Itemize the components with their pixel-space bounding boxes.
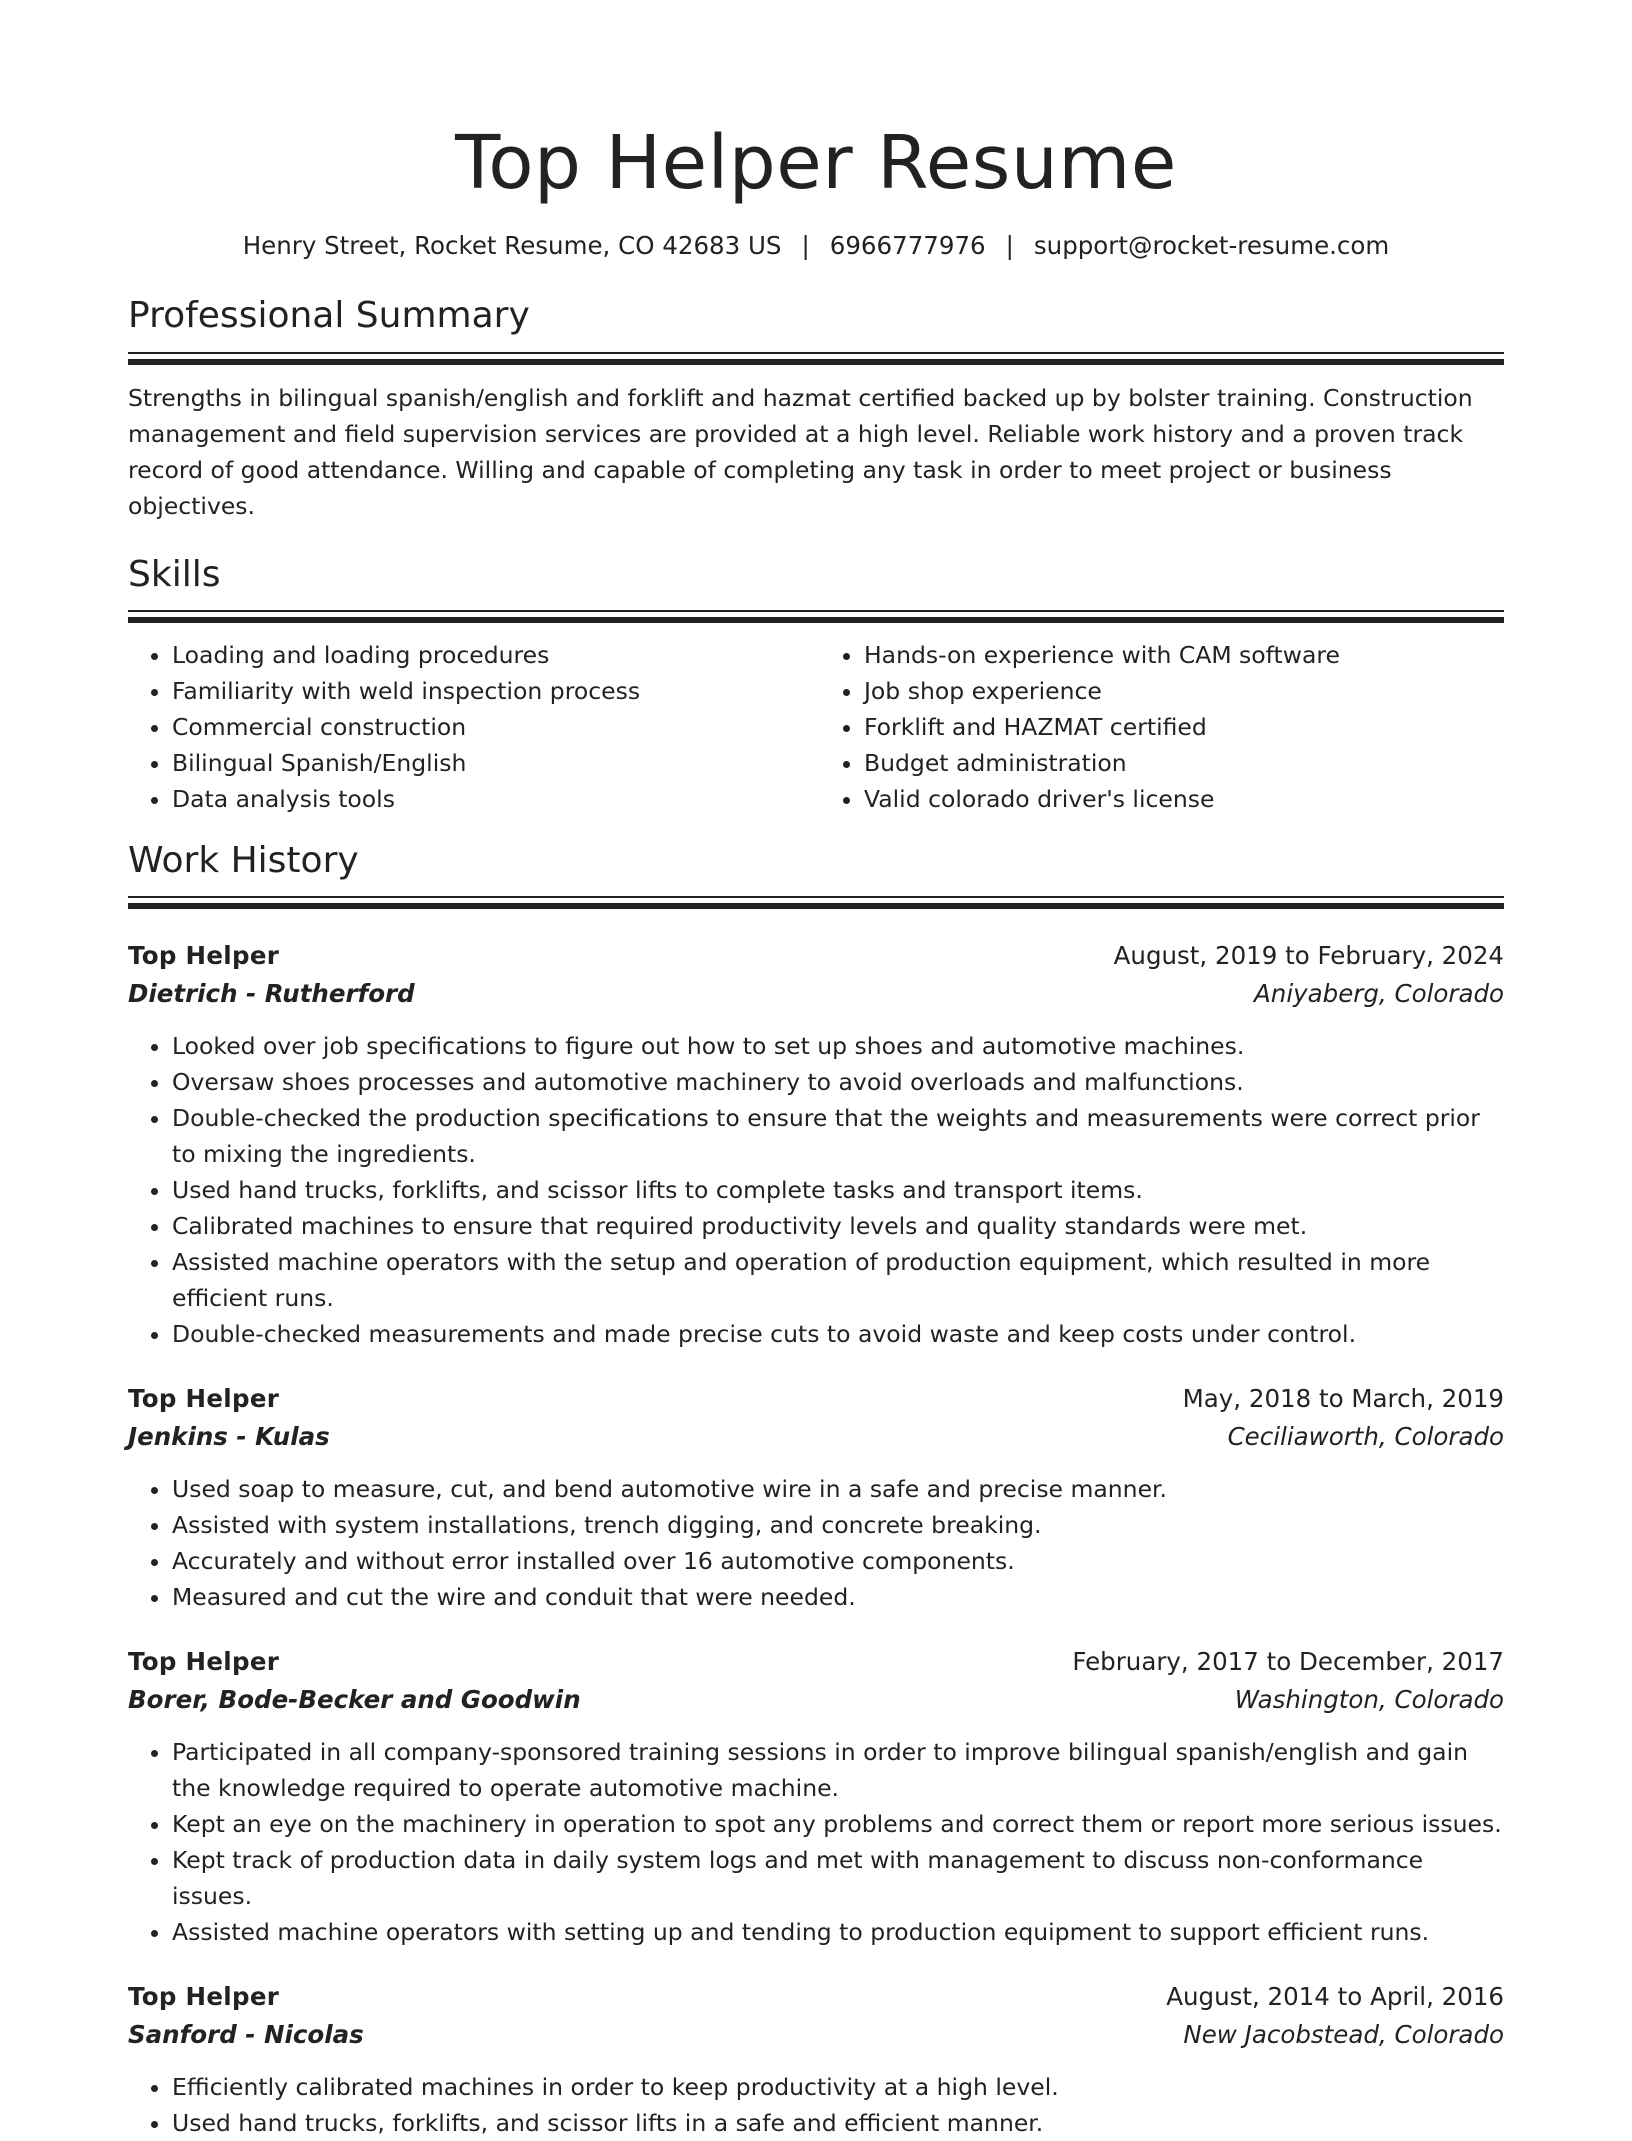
contact-line — [128, 231, 1504, 260]
job-company-row — [128, 1418, 1504, 1456]
job-bullets — [128, 1471, 1504, 1615]
skill-item: • Commercial construction — [172, 709, 816, 745]
job-bullet: • Oversaw shoes processes and automotive machinery to avoid overloads and malfunctions. — [172, 1064, 1504, 1100]
contact-address: Henry Street, Rocket Resume, CO 42683 US — [242, 231, 782, 260]
job-bullet: • Double-checked the production specifications to ensure that the weights and measurements were correct prior to mixing the ingredients. — [172, 1100, 1504, 1172]
skill-item: • Job shop experience — [864, 673, 1504, 709]
section-divider — [128, 352, 1504, 365]
job-title: Top Helper — [128, 940, 280, 970]
section-heading-work-history: Work History — [128, 839, 359, 881]
skill-item: • Data analysis tools — [172, 781, 816, 817]
job-dates: August, 2014 to April, 2016 — [1166, 1981, 1504, 2011]
job-bullet: • Double-checked measurements and made precise cuts to avoid waste and keep costs under control. — [172, 1316, 1504, 1352]
job-company-row — [128, 975, 1504, 1013]
skill-item: • Familiarity with weld inspection process — [172, 673, 816, 709]
job-title: Top Helper — [128, 1646, 280, 1676]
job-bullet: • Kept an eye on the machinery in operation to spot any problems and correct them or report more serious issues. — [172, 1806, 1504, 1842]
skill-item: • Valid colorado driver's license — [864, 781, 1504, 817]
job-bullets — [128, 1734, 1504, 1950]
job-title: Top Helper — [128, 1981, 280, 2011]
skill-item: • Bilingual Spanish/English — [172, 745, 816, 781]
job-company: Borer, Bode-Becker and Goodwin — [128, 1684, 581, 1714]
job-bullet: • Measured and cut the wire and conduit that were needed. — [172, 1579, 1504, 1615]
job-bullet: • Used hand trucks, forklifts, and scissor lifts in a safe and efficient manner. — [172, 2105, 1504, 2141]
job-location: Ceciliaworth, Colorado — [1227, 1421, 1504, 1451]
section-divider — [128, 610, 1504, 623]
contact-separator: | — [801, 231, 810, 260]
job-company-row — [128, 1681, 1504, 1719]
job-entry — [128, 1643, 1504, 1950]
skill-item: • Loading and loading procedures — [172, 637, 816, 673]
section-heading-summary: Professional Summary — [128, 295, 530, 337]
skill-item: • Budget administration — [864, 745, 1504, 781]
professional-summary-section — [128, 294, 1504, 523]
job-company: Dietrich - Rutherford — [128, 978, 415, 1008]
contact-phone: 6966777976 — [829, 231, 986, 260]
skill-item: • Forklift and HAZMAT certified — [864, 709, 1504, 745]
skills-list-left — [128, 637, 816, 817]
section-divider — [128, 896, 1504, 909]
job-dates: August, 2019 to February, 2024 — [1113, 940, 1504, 970]
summary-text: Strengths in bilingual spanish/english and forklift and hazmat certified backed up by bolster training. Construction management and field supervision services are provided at a high level. Reliable work history and a proven track record of good attendance. Willing and capable of completing any task in order to meet project or business objectives. — [128, 383, 1473, 520]
skills-section — [128, 553, 1504, 817]
job-location: Aniyaberg, Colorado — [1254, 978, 1504, 1008]
job-bullet: • Assisted machine operators with setting up and tending to production equipment to support efficient runs. — [172, 1914, 1504, 1950]
job-header-row — [128, 1978, 1504, 2016]
contact-email: support@rocket-resume.com — [1033, 231, 1390, 260]
job-bullet: • Participated in all company-sponsored training sessions in order to improve bilingual spanish/english and gain the knowledge required to operate automotive machine. — [172, 1734, 1504, 1806]
skills-columns — [128, 637, 1504, 817]
contact-separator: | — [1005, 231, 1014, 260]
job-company-row — [128, 2016, 1504, 2054]
job-bullet: • Used soap to measure, cut, and bend automotive wire in a safe and precise manner. — [172, 1471, 1504, 1507]
job-header-row — [128, 1643, 1504, 1681]
job-bullet: • Assisted with system installations, trench digging, and concrete breaking. — [172, 1507, 1504, 1543]
job-company: Sanford - Nicolas — [128, 2019, 364, 2049]
job-bullets — [128, 2069, 1504, 2141]
job-dates: February, 2017 to December, 2017 — [1072, 1646, 1504, 1676]
skill-item: • Hands-on experience with CAM software — [864, 637, 1504, 673]
skills-list-right — [816, 637, 1504, 817]
job-entry — [128, 1380, 1504, 1615]
job-bullets — [128, 1028, 1504, 1352]
job-dates: May, 2018 to March, 2019 — [1182, 1383, 1504, 1413]
job-bullet: • Efficiently calibrated machines in order to keep productivity at a high level. — [172, 2069, 1504, 2105]
job-bullet: • Assisted machine operators with the setup and operation of production equipment, which resulted in more efficient runs. — [172, 1244, 1504, 1316]
job-title: Top Helper — [128, 1383, 280, 1413]
job-entry — [128, 937, 1504, 1352]
job-bullet: • Used hand trucks, forklifts, and scissor lifts to complete tasks and transport items. — [172, 1172, 1504, 1208]
resume-title: Top Helper Resume — [455, 120, 1177, 206]
job-header-row — [128, 1380, 1504, 1418]
job-entry — [128, 1978, 1504, 2141]
section-heading-skills: Skills — [128, 553, 221, 595]
work-history-section — [128, 839, 1504, 2141]
job-bullet: • Kept track of production data in daily system logs and met with management to discuss non-conformance issues. — [172, 1842, 1504, 1914]
job-location: New Jacobstead, Colorado — [1183, 2019, 1504, 2049]
job-header-row — [128, 937, 1504, 975]
job-company: Jenkins - Kulas — [128, 1421, 330, 1451]
job-bullet: • Accurately and without error installed over 16 automotive components. — [172, 1543, 1504, 1579]
job-bullet: • Calibrated machines to ensure that required productivity levels and quality standards were met. — [172, 1208, 1504, 1244]
job-bullet: • Looked over job specifications to figure out how to set up shoes and automotive machines. — [172, 1028, 1504, 1064]
job-location: Washington, Colorado — [1234, 1684, 1504, 1714]
